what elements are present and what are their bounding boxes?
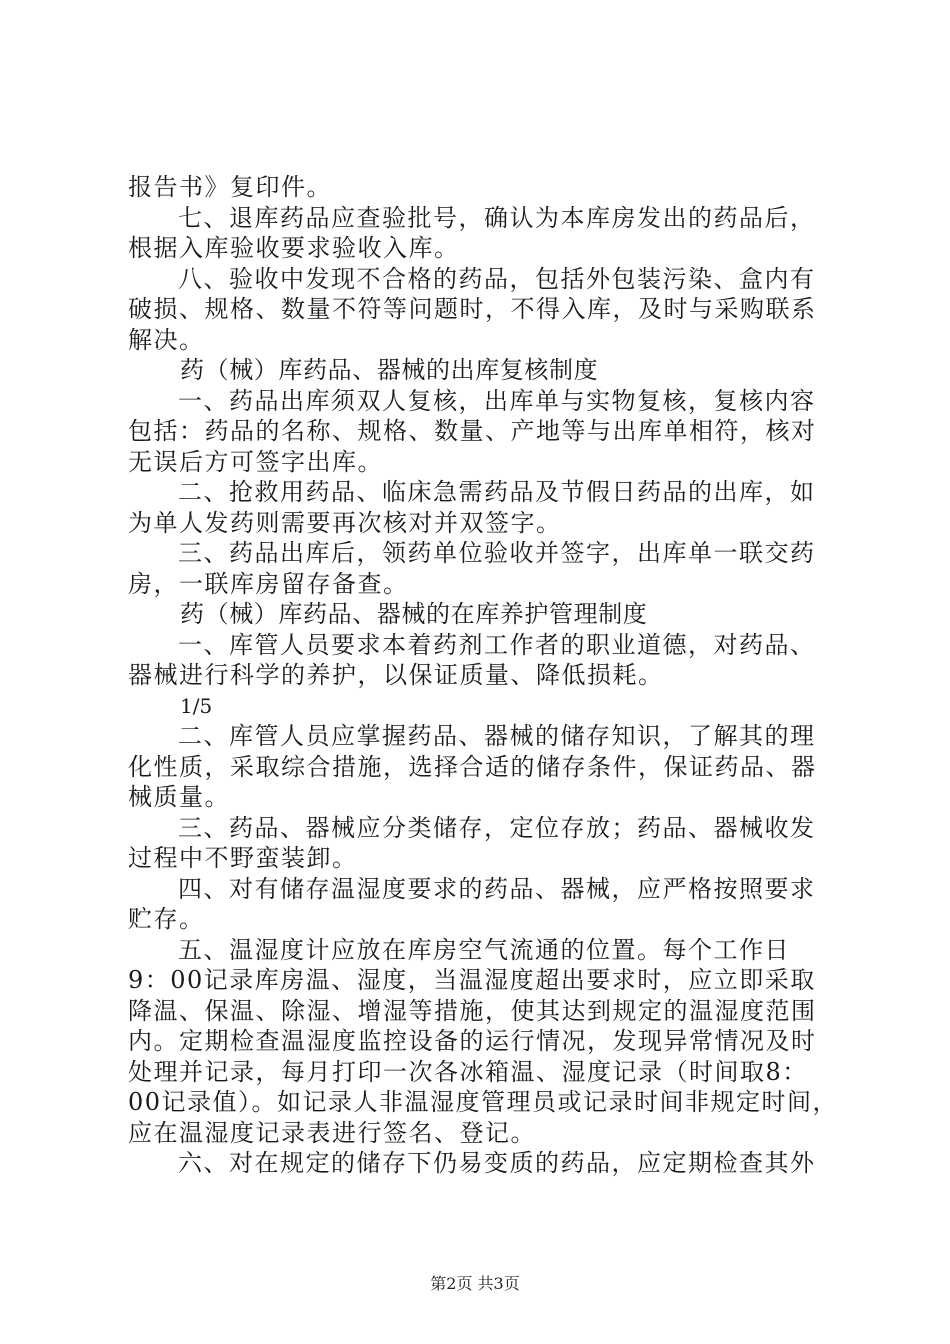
text-line: 三、药品出库后，领药单位验收并签字，出库单一联交药 bbox=[178, 539, 816, 567]
text-line: 二、抢救用药品、临床急需药品及节假日药品的出库，如 bbox=[178, 478, 816, 506]
text-line: 应在温湿度记录表进行签名、登记。 bbox=[128, 1118, 536, 1147]
text-line: 七、退库药品应查验批号，确认为本库房发出的药品后， bbox=[178, 203, 816, 232]
text-line: 器械进行科学的养护，以保证质量、降低损耗。 bbox=[128, 661, 664, 689]
text-line: 处理并记录，每月打印一次各冰箱温、湿度记录（时间取8： bbox=[128, 1057, 808, 1086]
text-line: 破损、规格、数量不符等问题时，不得入库，及时与采购联系 bbox=[128, 295, 817, 323]
text-line: 包括：药品的名称、规格、数量、产地等与出库单相符，核对 bbox=[128, 417, 817, 445]
document-body bbox=[128, 172, 840, 1179]
section-heading-storage-maintenance: 药（械）库药品、器械的在库养护管理制度 bbox=[180, 600, 648, 628]
text-line: 根据入库验收要求验收入库。 bbox=[128, 234, 460, 262]
section-heading-outbound-check: 药（械）库药品、器械的出库复核制度 bbox=[180, 356, 599, 384]
text-line: 降温、保温、除湿、增湿等措施，使其达到规定的温湿度范围 bbox=[128, 996, 817, 1025]
text-line: 9：00记录库房温、湿度，当温湿度超出要求时，应立即采取 bbox=[128, 966, 816, 994]
text-line: 一、库管人员要求本着药剂工作者的职业道德，对药品、 bbox=[178, 630, 816, 659]
text-line: 为单人发药则需要再次核对并双签字。 bbox=[128, 508, 562, 537]
page-footer: 第2页 共3页 bbox=[430, 1274, 520, 1293]
text-line: 五、温湿度计应放在库房空气流通的位置。每个工作日 bbox=[178, 935, 790, 964]
text-line: 内。定期检查温湿度监控设备的运行情况，发现异常情况及时 bbox=[128, 1027, 817, 1055]
text-line: 00记录值）。如记录人非温湿度管理员或记录时间非规定时间， bbox=[128, 1088, 839, 1116]
text-line: 一、药品出库须双人复核，出库单与实物复核，复核内容 bbox=[178, 386, 816, 415]
text-line: 化性质，采取综合措施，选择合适的储存条件，保证药品、器 bbox=[128, 752, 817, 781]
text-line: 解决。 bbox=[128, 325, 205, 354]
text-line: 四、对有储存温湿度要求的药品、器械，应严格按照要求 bbox=[178, 874, 816, 903]
text-line: 无误后方可签字出库。 bbox=[128, 447, 383, 476]
text-line: 过程中不野蛮装卸。 bbox=[128, 844, 358, 872]
text-line: 贮存。 bbox=[128, 905, 205, 933]
text-line: 三、药品、器械应分类储存，定位存放；药品、器械收发 bbox=[178, 813, 816, 842]
inline-page-marker: 1/5 bbox=[180, 693, 213, 718]
text-line: 械质量。 bbox=[128, 783, 230, 811]
text-line: 二、库管人员应掌握药品、器械的储存知识，了解其的理 bbox=[178, 722, 816, 750]
text-line: 报告书》复印件。 bbox=[128, 173, 332, 201]
text-line: 八、验收中发现不合格的药品，包括外包装污染、盒内有 bbox=[178, 264, 816, 293]
text-line: 六、对在规定的储存下仍易变质的药品，应定期检查其外 bbox=[178, 1149, 816, 1177]
text-line: 房，一联库房留存备查。 bbox=[128, 569, 409, 598]
